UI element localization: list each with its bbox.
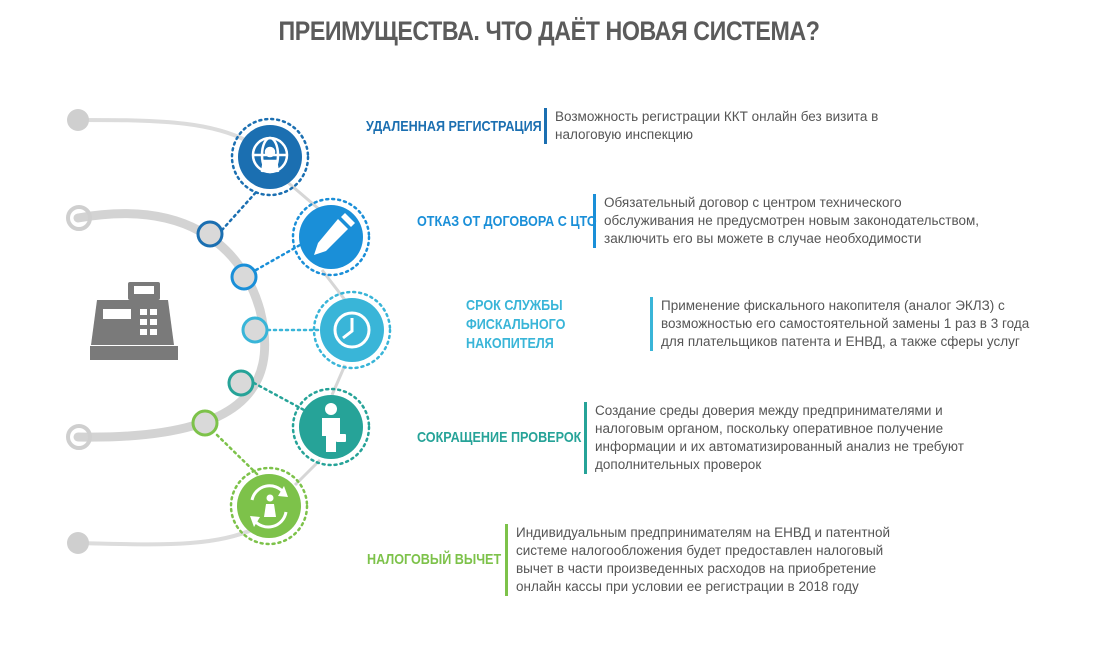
item-label-5 <box>367 550 501 569</box>
small-node <box>193 411 217 435</box>
item-circle-5 <box>231 468 307 544</box>
item-circle-3 <box>314 292 390 368</box>
item-description-2 <box>593 194 1013 248</box>
item-label-2 <box>417 212 597 231</box>
item-label-line: ОТКАЗ ОТ ДОГОВОРА С ЦТО <box>417 213 597 230</box>
item-circle-4 <box>293 389 369 465</box>
item-label-line: СРОК СЛУЖБЫ <box>466 297 563 314</box>
small-node <box>232 265 256 289</box>
item-description-3 <box>650 297 1070 351</box>
desc-line: налоговую инспекцию <box>555 127 694 142</box>
page-title: ПРЕИМУЩЕСТВА. ЧТО ДАЁТ НОВАЯ СИСТЕМА? <box>278 16 820 46</box>
cash-register-icon <box>90 282 178 360</box>
desc-line: информации и их автоматизированный анализ не требуют <box>595 439 964 454</box>
desc-line: онлайн кассы при условии ее регистрации в 2018 году <box>516 579 859 594</box>
desc-line: вычет в части произведенных расходов на приобретение <box>516 561 877 576</box>
desc-line: Обязательный договор с центром технического <box>604 195 902 210</box>
desc-line: дополнительных проверок <box>595 457 762 472</box>
small-node <box>243 318 267 342</box>
desc-line: налоговым органом, поскольку оперативное получение <box>595 421 944 436</box>
small-node <box>198 222 222 246</box>
arc-end-dot <box>67 109 89 131</box>
item-label-1 <box>366 117 542 136</box>
desc-line: обслуживания не предусмотрен новым законодательством, <box>604 213 980 228</box>
desc-line: возможностью его самостоятельной замены 1 раз в 3 года <box>661 316 1030 331</box>
desc-line: Создание среды доверия между предпринимателями и <box>595 403 943 418</box>
desc-line: Применение фискального накопителя (аналог ЭКЛЗ) с <box>661 298 1005 313</box>
item-circle-1 <box>232 119 308 195</box>
desc-line: системе налогообложения будет предоставлен налоговый <box>516 543 884 558</box>
item-label-line: УДАЛЕННАЯ РЕГИСТРАЦИЯ <box>366 118 542 135</box>
item-label-line: НАКОПИТЕЛЯ <box>466 335 554 352</box>
item-label-line: ФИСКАЛЬНОГО <box>466 316 566 333</box>
item-description-1 <box>544 108 944 144</box>
item-label-4 <box>417 428 581 447</box>
item-description-5 <box>505 524 925 596</box>
item-description-4 <box>584 402 1004 474</box>
item-circle-2 <box>293 199 369 275</box>
item-label-3 <box>466 296 565 353</box>
desc-line: для плательщиков патента и ЕНВД, а также сферы услуг <box>661 334 1020 349</box>
desc-line: заключить его вы можете в случае необходимости <box>604 231 922 246</box>
item-label-line: НАЛОГОВЫЙ ВЫЧЕТ <box>367 551 502 568</box>
arc-end-dot <box>67 532 89 554</box>
desc-line: Индивидуальным предпринимателям на ЕНВД и патентной <box>516 525 891 540</box>
desc-line: Возможность регистрации ККТ онлайн без визита в <box>555 109 879 124</box>
item-label-line: СОКРАЩЕНИЕ ПРОВЕРОК <box>417 429 582 446</box>
small-node <box>229 371 253 395</box>
